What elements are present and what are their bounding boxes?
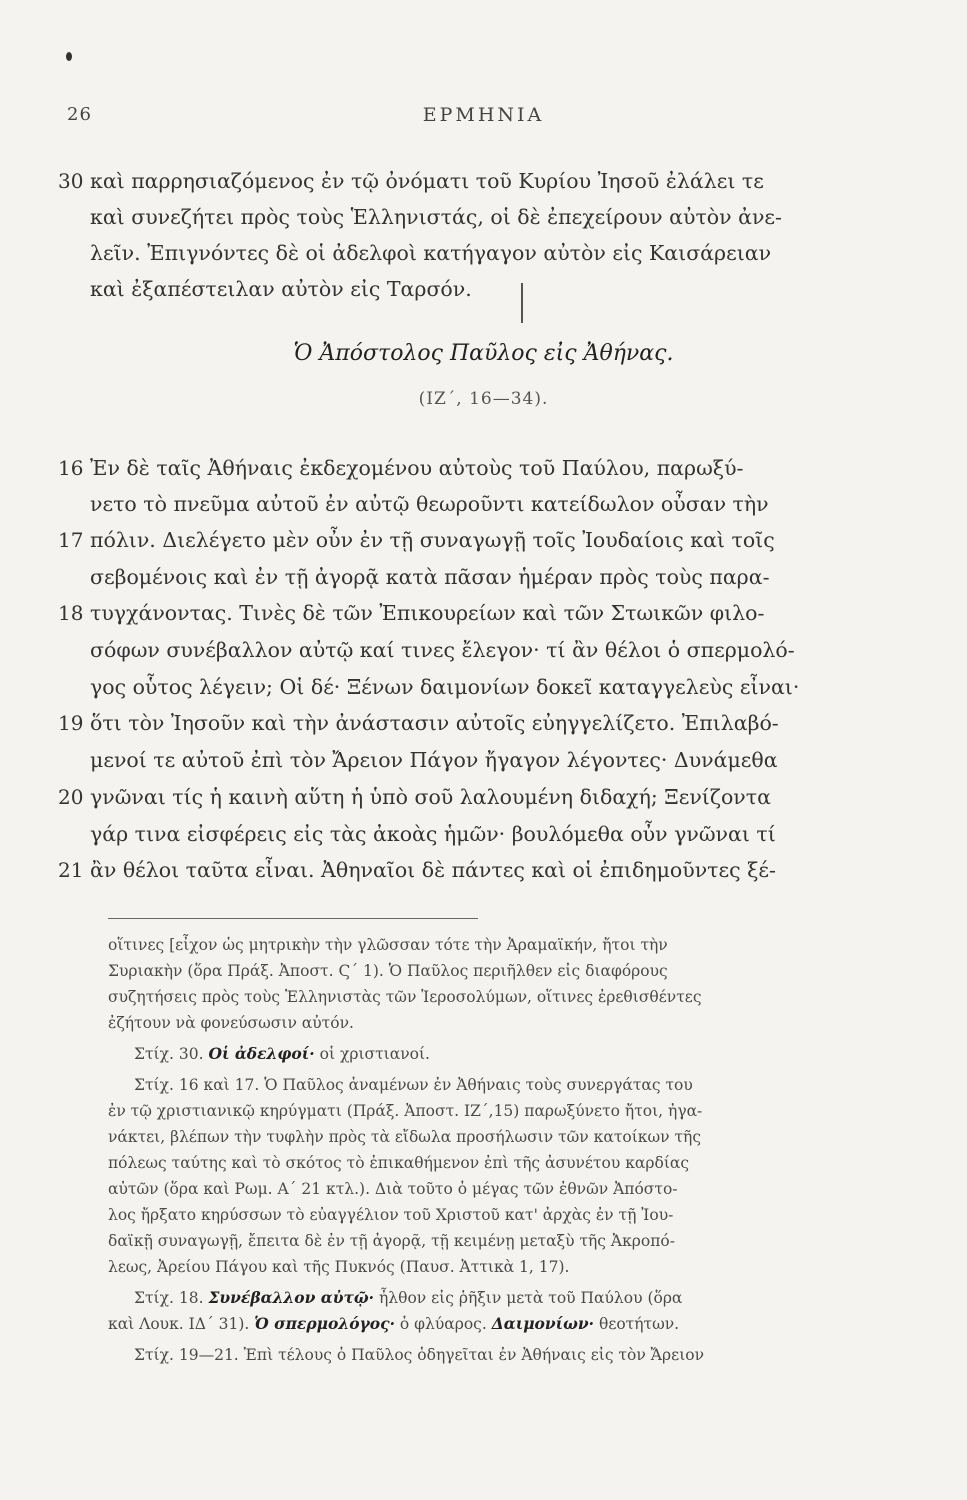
text-line: ἂν θέλοι ταῦτα εἶναι. Ἀθηναῖοι δὲ πάντες καὶ οἱ ἐπιδημοῦντες ξέ- <box>90 858 776 882</box>
note-line: ἐν τῷ χριστιανικῷ κηρύγματι (Πράξ. Ἀποστ. ΙΖ΄,15) παρωξύνετο ἤτοι, ἠγα- <box>108 1102 703 1120</box>
text-line: καὶ ἐξαπέστειλαν αὐτὸν εἰς Ταρσόν. <box>90 277 472 301</box>
verse-number: 19 <box>58 711 84 735</box>
note-line: νάκτει, βλέπων τὴν τυφλὴν πρὸς τὰ εἴδωλα προσήλωσιν τῶν κατοίκων τῆς <box>108 1128 702 1146</box>
verse-number: 21 <box>58 858 84 882</box>
text-line: Ἐν δὲ ταῖς Ἀθήναις ἐκδεχομένου αὐτοὺς τοῦ Παύλου, παρωξύ- <box>90 456 744 480</box>
verse-number: 17 <box>58 528 84 552</box>
ink-mark <box>66 52 72 61</box>
note-line: συζητήσεις πρὸς τοὺς Ἑλληνιστὰς τῶν Ἱεροσολύμων, οἵτινες ἐρεθισθέντες <box>108 988 702 1006</box>
verse-number: 18 <box>58 601 84 625</box>
note-line <box>134 1288 894 1308</box>
note-line <box>108 1314 868 1334</box>
page-number: 26 <box>67 104 92 125</box>
text-line: καὶ συνεζήτει πρὸς τοὺς Ἑλληνιστάς, οἱ δὲ ἐπεχείρουν αὐτὸν ἀνε- <box>90 205 782 229</box>
footnote-divider <box>108 918 478 919</box>
note-line: πόλεως ταύτης καὶ τὸ σκότος τὸ ἐπικαθήμενον ἐπὶ τῆς ἀσυνέτου καρδίας <box>108 1154 690 1172</box>
note-gloss: οἱ χριστιανοί. <box>319 1045 430 1063</box>
note-line: λος ἤρξατο κηρύσσων τὸ εὐαγγέλιον τοῦ Χριστοῦ κατ' ἀρχὰς ἐν τῇ Ἰου- <box>108 1206 674 1224</box>
text-line: λεῖν. Ἐπιγνόντες δὲ οἱ ἀδελφοὶ κατήγαγον αὐτὸν εἰς Καισάρειαν <box>90 241 772 265</box>
note-line: Συριακὴν (ὅρα Πράξ. Ἀποστ. Ϛ΄ 1). Ὁ Παῦλος περιῆλθεν εἰς διαφόρους <box>108 962 668 980</box>
note-ref: Στίχ. 30. <box>134 1045 204 1063</box>
note-line: δαϊκῇ συναγωγῇ, ἔπειτα δὲ ἐν τῇ ἀγορᾷ, τῇ κειμένῃ μεταξὺ τῆς Ἀκροπό- <box>108 1232 675 1250</box>
text-line: πόλιν. Διελέγετο μὲν οὖν ἐν τῇ συναγωγῇ τοῖς Ἰουδαίοις καὶ τοῖς <box>90 528 775 552</box>
verse-number: 30 <box>58 169 84 193</box>
note-line: Στίχ. 19—21. Ἐπὶ τέλους ὁ Παῦλος ὁδηγεῖται ἐν Ἀθήναις εἰς τὸν Ἄρειον <box>134 1346 705 1364</box>
note-gloss: καὶ Λουκ. ΙΔ΄ 31). <box>108 1315 250 1333</box>
note-gloss: ὁ φλύαρος. <box>399 1315 487 1333</box>
text-line: σόφων συνέβαλλον αὐτῷ καί τινες ἔλεγον· τί ἂν θέλοι ὁ σπερμολό- <box>90 638 795 662</box>
text-line: μενοί τε αὐτοῦ ἐπὶ τὸν Ἄρειον Πάγον ἤγαγον λέγοντες· Δυνάμεθα <box>90 748 778 772</box>
note-gloss: θεοτήτων. <box>598 1315 680 1333</box>
text-line: γάρ τινα εἰσφέρεις εἰς τὰς ἀκοὰς ἡμῶν· βουλόμεθα οὖν γνῶναι τί <box>90 822 776 846</box>
text-line: γνῶναι τίς ἡ καινὴ αὕτη ἡ ὑπὸ σοῦ λαλουμένη διδαχή; Ξενίζοντα <box>90 785 771 809</box>
section-title: Ὁ Ἀπόστολος Παῦλος εἰς Ἀθήνας. <box>293 341 674 366</box>
section-reference: (ΙΖ΄, 16—34). <box>418 389 549 409</box>
note-term: Ὁ σπερμολόγος· <box>254 1314 395 1333</box>
text-line: νετο τὸ πνεῦμα αὐτοῦ ἐν αὐτῷ θεωροῦντι κατείδωλον οὖσαν τὴν <box>90 492 769 516</box>
note-term: Οἱ ἀδελφοί· <box>208 1044 315 1063</box>
pen-mark <box>521 283 523 323</box>
note-term: Δαιμονίων· <box>491 1314 595 1333</box>
note-line: λεως, Ἀρείου Πάγου καὶ τῆς Πυκνός (Παυσ. Ἀττικὰ 1, 17). <box>108 1258 570 1276</box>
text-line: καὶ παρρησιαζόμενος ἐν τῷ ὀνόματι τοῦ Κυρίου Ἰησοῦ ἐλάλει τε <box>90 169 764 193</box>
text-line: ὅτι τὸν Ἰησοῦν καὶ τὴν ἀνάστασιν αὐτοῖς εὐηγγελίζετο. Ἐπιλαβό- <box>90 711 779 735</box>
verse-number: 20 <box>58 785 84 809</box>
note-gloss: ἦλθον εἰς ῥῆξιν μετὰ τοῦ Παύλου (ὅρα <box>379 1289 683 1307</box>
verse-number: 16 <box>58 456 84 480</box>
note-ref: Στίχ. 18. <box>134 1289 204 1307</box>
note-line <box>134 1044 894 1064</box>
text-line: γος οὗτος λέγειν; Οἱ δέ· Ξένων δαιμονίων δοκεῖ καταγγελεὺς εἶναι· <box>90 675 800 699</box>
note-term: Συνέβαλλον αὐτῷ· <box>208 1288 375 1307</box>
note-line: οἵτινες [εἶχον ὡς μητρικὴν τὴν γλῶσσαν τότε τὴν Ἀραμαϊκήν, ἤτοι τὴν <box>108 936 668 954</box>
text-line: τυγχάνοντας. Τινὲς δὲ τῶν Ἐπικουρείων καὶ τῶν Στωικῶν φιλο- <box>90 601 765 625</box>
text-line: σεβομένοις καὶ ἐν τῇ ἀγορᾷ κατὰ πᾶσαν ἡμέραν πρὸς τοὺς παρα- <box>90 565 770 589</box>
note-line: ἐζήτουν νὰ φονεύσωσιν αὐτόν. <box>108 1014 354 1032</box>
note-line: αὐτῶν (ὅρα καὶ Ρωμ. Α΄ 21 κτλ.). Διὰ τοῦτο ὁ μέγας τῶν ἐθνῶν Ἀπόστο- <box>108 1180 678 1198</box>
running-title: ΕΡΜΗΝΙΑ <box>422 104 545 126</box>
note-line: Στίχ. 16 καὶ 17. Ὁ Παῦλος ἀναμένων ἐν Ἀθήναις τοὺς συνεργάτας του <box>134 1076 693 1094</box>
